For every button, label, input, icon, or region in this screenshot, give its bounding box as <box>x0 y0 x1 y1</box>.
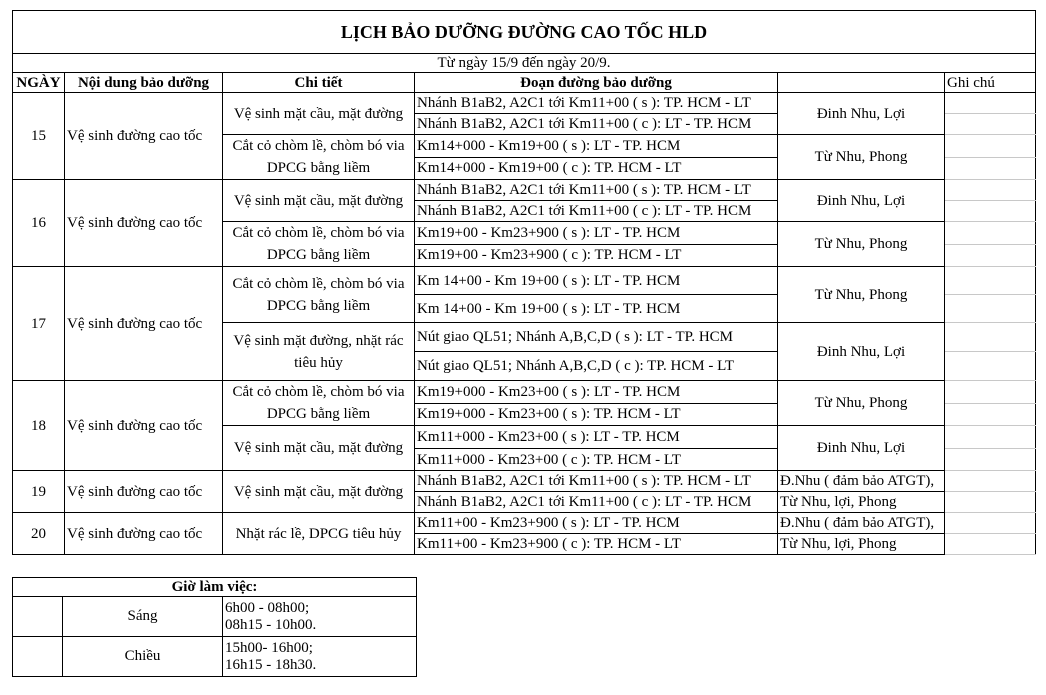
detail-cell: Cắt cỏ chòm lề, chòm bó via DPCG bằng liềm <box>223 222 415 267</box>
note-cell <box>945 323 1036 352</box>
note-cell <box>945 244 1036 267</box>
content-cell: Vệ sinh đường cao tốc <box>65 93 223 180</box>
table-row <box>13 267 1036 295</box>
staff-cell: Từ Nhu, lợi, Phong <box>778 534 945 555</box>
working-hours-title: Giờ làm việc: <box>13 578 417 597</box>
segment-cell: Nhánh B1aB2, A2C1 tới Km11+00 ( c ): LT - TP. HCM <box>415 201 778 222</box>
note-cell <box>945 471 1036 492</box>
segment-cell: Km11+00 - Km23+900 ( c ): TP. HCM - LT <box>415 534 778 555</box>
content-cell: Vệ sinh đường cao tốc <box>65 267 223 381</box>
staff-cell: Từ Nhu, Phong <box>778 381 945 426</box>
segment-cell: Km19+000 - Km23+00 ( s ): LT - TP. HCM <box>415 381 778 404</box>
note-cell <box>945 381 1036 404</box>
day-cell: 20 <box>13 513 65 555</box>
detail-cell: Cắt cỏ chòm lề, chòm bó via DPCG bằng liềm <box>223 381 415 426</box>
afternoon-hours-line-1: 15h00- 16h00; <box>225 639 313 656</box>
staff-cell: Từ Nhu, lợi, Phong <box>778 492 945 513</box>
note-cell <box>945 426 1036 449</box>
segment-cell: Nhánh B1aB2, A2C1 tới Km11+00 ( c ): LT - TP. HCM <box>415 492 778 513</box>
afternoon-blank-cell <box>13 637 63 677</box>
day-cell: 19 <box>13 471 65 513</box>
day-cell: 18 <box>13 381 65 471</box>
content-cell: Vệ sinh đường cao tốc <box>65 381 223 471</box>
segment-cell: Km11+000 - Km23+00 ( s ): LT - TP. HCM <box>415 426 778 449</box>
note-cell <box>945 534 1036 555</box>
date-range: Từ ngày 15/9 đến ngày 20/9. <box>13 54 1036 73</box>
afternoon-hours <box>223 637 417 677</box>
working-hours-table <box>12 577 417 677</box>
note-cell <box>945 267 1036 295</box>
staff-cell: Đ.Nhu ( đảm bảo ATGT), <box>778 471 945 492</box>
header-content: Nội dung bảo dưỡng <box>65 73 223 93</box>
afternoon-row <box>13 637 417 677</box>
segment-cell: Km19+00 - Km23+900 ( c ): TP. HCM - LT <box>415 244 778 267</box>
header-row <box>13 73 1036 93</box>
note-cell <box>945 295 1036 323</box>
header-staff <box>778 73 945 93</box>
segment-cell: Nhánh B1aB2, A2C1 tới Km11+00 ( s ): TP. HCM - LT <box>415 180 778 201</box>
detail-cell: Vệ sinh mặt cầu, mặt đường <box>223 471 415 513</box>
note-cell <box>945 492 1036 513</box>
note-cell <box>945 180 1036 201</box>
staff-cell: Từ Nhu, Phong <box>778 222 945 267</box>
note-cell <box>945 135 1036 158</box>
detail-cell: Vệ sinh mặt cầu, mặt đường <box>223 180 415 222</box>
segment-cell: Km11+000 - Km23+00 ( c ): TP. HCM - LT <box>415 449 778 471</box>
maintenance-schedule-table <box>12 10 1036 555</box>
content-cell: Vệ sinh đường cao tốc <box>65 513 223 555</box>
note-cell <box>945 403 1036 426</box>
staff-cell: Đ.Nhu ( đảm bảo ATGT), <box>778 513 945 534</box>
afternoon-label: Chiều <box>63 637 223 677</box>
note-cell <box>945 114 1036 135</box>
header-note: Ghi chú <box>945 73 1036 93</box>
detail-cell: Vệ sinh mặt đường, nhặt rác tiêu hủy <box>223 323 415 381</box>
staff-cell: Từ Nhu, Phong <box>778 135 945 180</box>
schedule-title: LỊCH BẢO DƯỠNG ĐƯỜNG CAO TỐC HLD <box>13 11 1036 54</box>
day-cell: 16 <box>13 180 65 267</box>
segment-cell: Nhánh B1aB2, A2C1 tới Km11+00 ( s ): TP. HCM - LT <box>415 93 778 114</box>
note-cell <box>945 93 1036 114</box>
segment-cell: Nhánh B1aB2, A2C1 tới Km11+00 ( c ): LT - TP. HCM <box>415 114 778 135</box>
segment-cell: Km 14+00 - Km 19+00 ( s ): LT - TP. HCM <box>415 267 778 295</box>
morning-hours-line-1: 6h00 - 08h00; <box>225 599 310 616</box>
header-day: NGÀY <box>13 73 65 93</box>
segment-cell: Nút giao QL51; Nhánh A,B,C,D ( s ): LT - TP. HCM <box>415 323 778 352</box>
segment-cell: Km19+00 - Km23+900 ( s ): LT - TP. HCM <box>415 222 778 245</box>
staff-cell: Đinh Nhu, Lợi <box>778 426 945 471</box>
detail-cell: Cắt cỏ chòm lề, chòm bó via DPCG bằng liềm <box>223 135 415 180</box>
staff-cell: Đinh Nhu, Lợi <box>778 180 945 222</box>
segment-cell: Km 14+00 - Km 19+00 ( s ): LT - TP. HCM <box>415 295 778 323</box>
note-cell <box>945 201 1036 222</box>
segment-cell: Km14+000 - Km19+00 ( s ): LT - TP. HCM <box>415 135 778 158</box>
segment-cell: Km19+000 - Km23+00 ( s ): TP. HCM - LT <box>415 403 778 426</box>
content-cell: Vệ sinh đường cao tốc <box>65 471 223 513</box>
table-row <box>13 381 1036 404</box>
morning-hours <box>223 597 417 637</box>
day-cell: 15 <box>13 93 65 180</box>
note-cell <box>945 352 1036 381</box>
morning-hours-line-2: 08h15 - 10h00. <box>225 616 317 633</box>
segment-cell: Km14+000 - Km19+00 ( c ): TP. HCM - LT <box>415 157 778 180</box>
table-row <box>13 93 1036 114</box>
detail-cell: Nhặt rác lề, DPCG tiêu hủy <box>223 513 415 555</box>
morning-row <box>13 597 417 637</box>
segment-cell: Nút giao QL51; Nhánh A,B,C,D ( c ): TP. HCM - LT <box>415 352 778 381</box>
afternoon-hours-line-2: 16h15 - 18h30. <box>225 656 317 673</box>
content-cell: Vệ sinh đường cao tốc <box>65 180 223 267</box>
detail-cell: Vệ sinh mặt cầu, mặt đường <box>223 426 415 471</box>
morning-label: Sáng <box>63 597 223 637</box>
table-row <box>13 513 1036 534</box>
table-row <box>13 180 1036 201</box>
table-row <box>13 471 1036 492</box>
segment-cell: Nhánh B1aB2, A2C1 tới Km11+00 ( s ): TP. HCM - LT <box>415 471 778 492</box>
note-cell <box>945 222 1036 245</box>
note-cell <box>945 449 1036 471</box>
staff-cell: Đinh Nhu, Lợi <box>778 323 945 381</box>
detail-cell: Vệ sinh mặt cầu, mặt đường <box>223 93 415 135</box>
header-section: Đoạn đường bảo dưỡng <box>415 73 778 93</box>
segment-cell: Km11+00 - Km23+900 ( s ): LT - TP. HCM <box>415 513 778 534</box>
staff-cell: Từ Nhu, Phong <box>778 267 945 323</box>
morning-blank-cell <box>13 597 63 637</box>
staff-cell: Đinh Nhu, Lợi <box>778 93 945 135</box>
detail-cell: Cắt cỏ chòm lề, chòm bó via DPCG bằng liềm <box>223 267 415 323</box>
day-cell: 17 <box>13 267 65 381</box>
note-cell <box>945 513 1036 534</box>
note-cell <box>945 157 1036 180</box>
header-detail: Chi tiết <box>223 73 415 93</box>
